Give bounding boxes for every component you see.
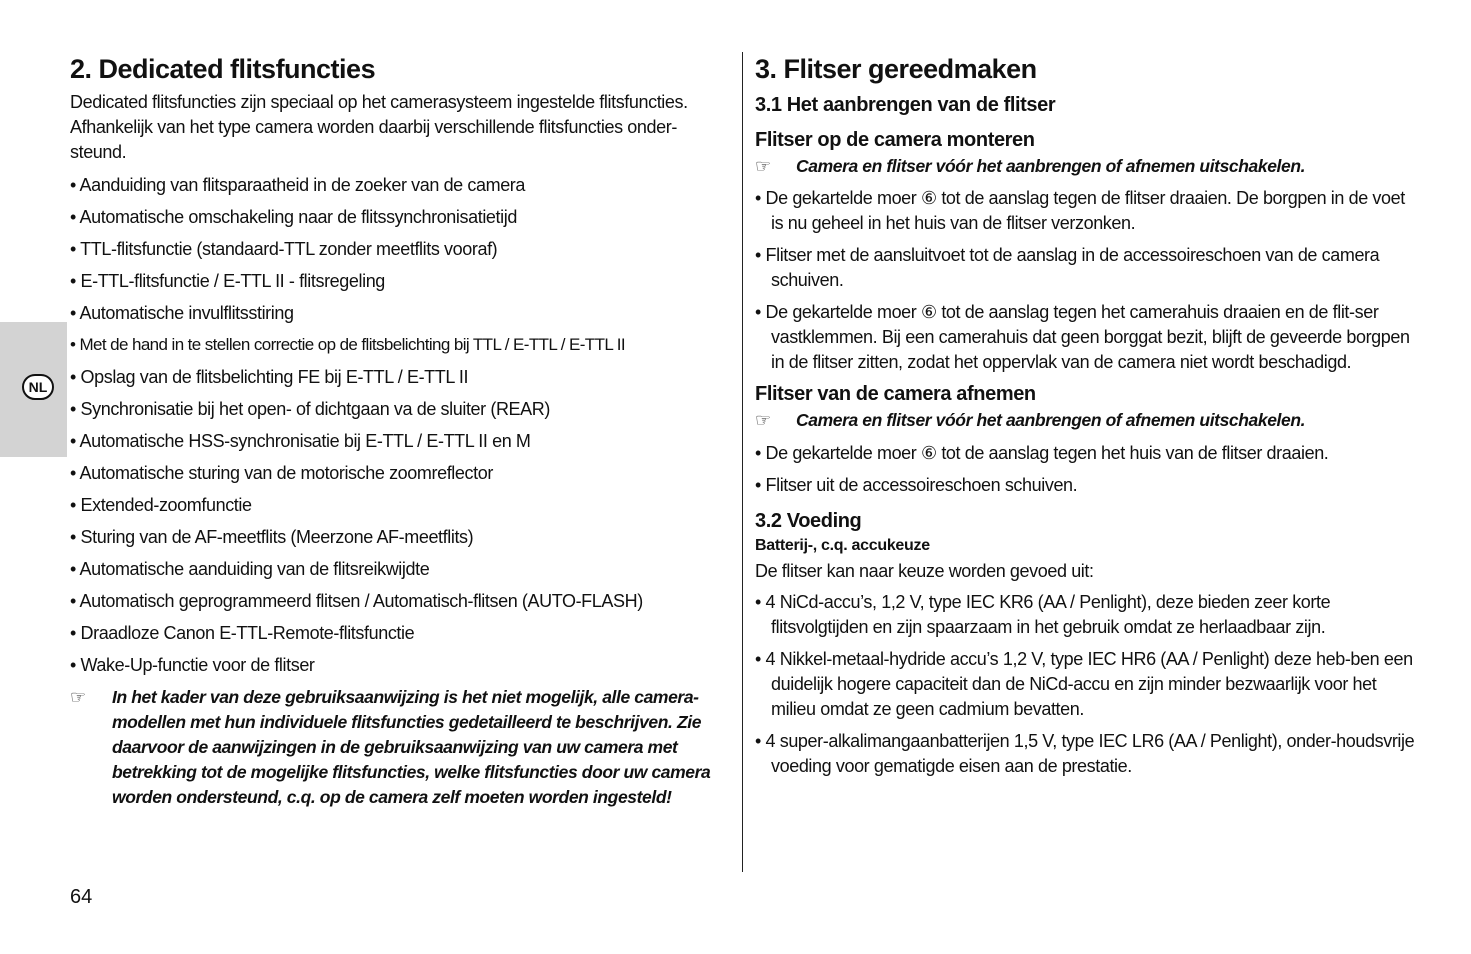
note-text: Camera en flitser vóór het aanbrengen of afnemen uitschakelen.	[796, 410, 1306, 430]
list-item: • 4 super-alkalimangaanbatterijen 1,5 V, type IEC LR6 (AA / Penlight), onder-houdsvrije voeding voor gematigde eisen aan de prestatie.	[755, 731, 1415, 776]
list-item: • Aanduiding van flitsparaatheid in de zoeker van de camera	[70, 175, 526, 195]
note-block	[70, 685, 730, 810]
note-text: In het kader van deze gebruiksaanwijzing is het niet mogelijk, alle camera-modellen met hun individuele flitsfuncties gedetailleerd te beschrijven. Zie daarvoor de aanwijzingen in de gebruiksaanwijzing van uw camera met betrekking tot de mogelijke flitsfuncties, welke flitsfuncties door uw camera worden ondersteund, c.q. op de camera zelf moeten worden ingesteld!	[112, 687, 711, 807]
list-item: • De gekartelde moer ⑥ tot de aanslag tegen het camerahuis draaien en de flit-ser vastklemmen. Bij een camerahuis dat geen borggat bezit, blijft de geveerde borgpen in de flitser zitten, zodat het oppervlak van de camera niet wordt beschadigd.	[755, 302, 1410, 372]
list-item: • Automatische omschakeling naar de flitssynchronisatietijd	[70, 207, 517, 227]
note-text: Camera en flitser vóór het aanbrengen of afnemen uitschakelen.	[796, 156, 1306, 176]
list-item: • Wake-Up-functie voor de flitser	[70, 655, 315, 675]
page-number: 64	[70, 886, 93, 908]
battery-intro: De flitser kan naar keuze worden gevoed uit:	[755, 561, 1094, 581]
language-badge: NL	[22, 374, 54, 400]
list-item: • Automatische invulflitsstiring	[70, 303, 294, 323]
battery-options	[755, 590, 1420, 779]
list-item: • Met de hand in te stellen correctie op de flitsbelichting bij TTL / E-TTL / E-TTL II	[70, 335, 625, 354]
list-item: • Automatische aanduiding van de flitsreikwijdte	[70, 559, 430, 579]
list-item: • 4 NiCd-accu’s, 1,2 V, type IEC KR6 (AA / Penlight), deze bieden zeer korte flitsvolgtijden en zijn spaarzaam in het gebruik omdat ze herlaadbaar zijn.	[755, 592, 1331, 637]
remove-steps	[755, 441, 1420, 498]
pointing-hand-icon: ☞	[755, 156, 771, 176]
list-item: • De gekartelde moer ⑥ tot de aanslag tegen het huis van de flitser draaien.	[755, 443, 1329, 463]
pointing-hand-icon: ☞	[70, 687, 86, 707]
section-title-prepare: 3. Flitser gereedmaken	[755, 54, 1037, 84]
list-item: • TTL-flitsfunctie (standaard-TTL zonder meetflits vooraf)	[70, 239, 498, 259]
note-block	[755, 408, 1420, 433]
list-item: • Sturing van de AF-meetflits (Meerzone AF-meetflits)	[70, 527, 474, 547]
heading-remove: Flitser van de camera afnemen	[755, 383, 1036, 405]
note-block	[755, 154, 1420, 179]
heading-mount: Flitser op de camera monteren	[755, 129, 1035, 151]
pointing-hand-icon: ☞	[755, 410, 771, 430]
list-item: • Flitser uit de accessoireschoen schuiven.	[755, 475, 1078, 495]
left-column	[70, 52, 730, 810]
heading-battery: Batterij-, c.q. accukeuze	[755, 537, 930, 554]
list-item: • De gekartelde moer ⑥ tot de aanslag tegen de flitser draaien. De borgpen in de voet is nu geheel in het huis van de flitser verzonken.	[755, 188, 1405, 233]
subsection-title-power: 3.2 Voeding	[755, 510, 862, 532]
list-item: • Automatisch geprogrammeerd flitsen / Automatisch-flitsen (AUTO-FLASH)	[70, 591, 643, 611]
list-item: • Synchronisatie bij het open- of dichtgaan va de sluiter (REAR)	[70, 399, 550, 419]
section-title-dedicated: 2. Dedicated flitsfuncties	[70, 54, 376, 84]
right-column	[755, 52, 1420, 786]
intro-paragraph: Dedicated flitsfuncties zijn speciaal op het camerasysteem ingestelde flitsfuncties. Afhankelijk van het type camera worden daarbij verschillende flitsfuncties onder-steund.	[70, 92, 688, 162]
list-item: • 4 Nikkel-metaal-hydride accu’s 1,2 V, type IEC HR6 (AA / Penlight) deze heb-ben een duidelijk hogere capaciteit dan de NiCd-accu en zijn minder bezwaarlijk voor het milieu omdat ze geen cadmium bevatten.	[755, 649, 1413, 719]
list-item: • Draadloze Canon E-TTL-Remote-flitsfunctie	[70, 623, 415, 643]
list-item: • E-TTL-flitsfunctie / E-TTL II - flitsregeling	[70, 271, 385, 291]
list-item: • Flitser met de aansluitvoet tot de aanslag in de accessoireschoen van de camera schuiven.	[755, 245, 1380, 290]
list-item: • Automatische HSS-synchronisatie bij E-TTL / E-TTL II en M	[70, 431, 531, 451]
list-item: • Opslag van de flitsbelichting FE bij E-TTL / E-TTL II	[70, 367, 469, 387]
subsection-title-mounting: 3.1 Het aanbrengen van de flitser	[755, 94, 1056, 116]
mount-steps	[755, 186, 1420, 375]
column-divider	[742, 52, 743, 872]
list-item: • Extended-zoomfunctie	[70, 495, 252, 515]
feature-list	[70, 173, 730, 677]
list-item: • Automatische sturing van de motorische zoomreflector	[70, 463, 493, 483]
